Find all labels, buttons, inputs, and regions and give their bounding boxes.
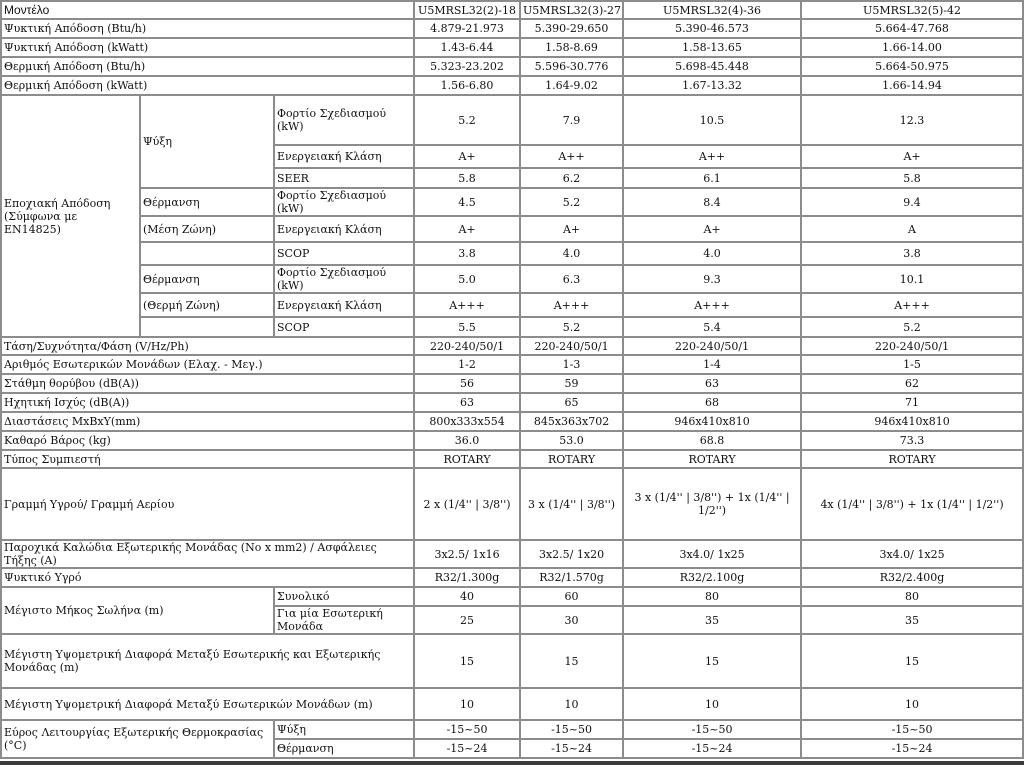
cell: 3x2.5/ 1x16 — [414, 540, 520, 568]
cell: 1-2 — [414, 355, 520, 374]
cell: 5.8 — [414, 168, 520, 188]
cell: 220-240/50/1 — [623, 337, 801, 355]
cell: 5.0 — [414, 265, 520, 293]
cell: 15 — [414, 634, 520, 688]
bottom-edge — [0, 761, 1024, 765]
cell: A+ — [623, 216, 801, 242]
cell: A+ — [414, 216, 520, 242]
cell: 53.0 — [520, 431, 623, 450]
table-row — [1, 95, 1023, 145]
cell: 4.879-21.973 — [414, 19, 520, 38]
table-row — [1, 293, 1023, 317]
table-row — [1, 688, 1023, 720]
row-label: Ψυκτική Απόδοση (kWatt) — [1, 38, 414, 57]
seasonal-label: Εποχιακή Απόδοση (Σύμφωνα με EN14825) — [1, 95, 140, 337]
row-label: Διαστάσεις ΜxΒxΥ(mm) — [1, 412, 414, 431]
cell: 220-240/50/1 — [801, 337, 1023, 355]
cell: ROTARY — [801, 450, 1023, 468]
cell: 60 — [520, 587, 623, 606]
cell: 845x363x702 — [520, 412, 623, 431]
cell: 1.56-6.80 — [414, 76, 520, 95]
cell: 5.390-46.573 — [623, 19, 801, 38]
cell: 1.66-14.94 — [801, 76, 1023, 95]
table-row — [1, 720, 1023, 739]
sub-label: Φορτίο Σχεδιασμού (kW) — [274, 188, 414, 216]
cell: 4x (1/4'' | 3/8'') + 1x (1/4'' | 1/2'') — [801, 468, 1023, 540]
cell: ROTARY — [520, 450, 623, 468]
row-label: Ψυκτικό Υγρό — [1, 568, 414, 587]
cell: R32/1.570g — [520, 568, 623, 587]
table-row — [1, 242, 1023, 265]
cell: 1-5 — [801, 355, 1023, 374]
cell: 71 — [801, 393, 1023, 412]
cell: A++ — [623, 145, 801, 168]
cell: 5.2 — [801, 317, 1023, 337]
empty-cell — [140, 317, 274, 337]
cell: 220-240/50/1 — [414, 337, 520, 355]
cell: 5.8 — [801, 168, 1023, 188]
cell: 5.4 — [623, 317, 801, 337]
cell: 73.3 — [801, 431, 1023, 450]
cell: 3.8 — [414, 242, 520, 265]
model-label: Μοντέλο — [1, 1, 414, 19]
cell: 5.2 — [520, 317, 623, 337]
cell: 1.67-13.32 — [623, 76, 801, 95]
cell: 80 — [801, 587, 1023, 606]
cell: 10.5 — [623, 95, 801, 145]
table-row — [1, 216, 1023, 242]
row-label: Αριθμός Εσωτερικών Μονάδων (Ελαχ. - Μεγ.) — [1, 355, 414, 374]
cell: 3x4.0/ 1x25 — [801, 540, 1023, 568]
cell: -15~24 — [623, 739, 801, 758]
cell: R32/1.300g — [414, 568, 520, 587]
cell: 1.64-9.02 — [520, 76, 623, 95]
cell: 9.4 — [801, 188, 1023, 216]
cell: A+ — [414, 145, 520, 168]
row-label: Στάθμη θορύβου (dB(A)) — [1, 374, 414, 393]
cell: 1.58-13.65 — [623, 38, 801, 57]
cell: 12.3 — [801, 95, 1023, 145]
table-row — [1, 412, 1023, 431]
cell: 80 — [623, 587, 801, 606]
cell: ROTARY — [623, 450, 801, 468]
cell: 5.698-45.448 — [623, 57, 801, 76]
row-label: Καθαρό Βάρος (kg) — [1, 431, 414, 450]
sub-label: Φορτίο Σχεδιασμού (kW) — [274, 265, 414, 293]
cell: 35 — [623, 606, 801, 634]
table-row — [1, 374, 1023, 393]
sub-label: Θέρμανση — [274, 739, 414, 758]
header-row — [1, 1, 1023, 19]
row-label: Ψυκτική Απόδοση (Btu/h) — [1, 19, 414, 38]
cell: 40 — [414, 587, 520, 606]
cell: -15~24 — [414, 739, 520, 758]
sub-label: Για μία Εσωτερική Μονάδα — [274, 606, 414, 634]
cell: 6.3 — [520, 265, 623, 293]
table-row — [1, 38, 1023, 57]
cell: 5.664-47.768 — [801, 19, 1023, 38]
cell: 5.2 — [520, 188, 623, 216]
cell: 63 — [414, 393, 520, 412]
cell: 10 — [623, 688, 801, 720]
row-label: Τύπος Συμπιεστή — [1, 450, 414, 468]
table-row — [1, 317, 1023, 337]
cell: 3x2.5/ 1x20 — [520, 540, 623, 568]
table-row — [1, 634, 1023, 688]
cell: -15~50 — [623, 720, 801, 739]
table-row — [1, 568, 1023, 587]
cell: A+ — [801, 145, 1023, 168]
cell: 10 — [414, 688, 520, 720]
cell: 1.43-6.44 — [414, 38, 520, 57]
cell: ROTARY — [414, 450, 520, 468]
heating-warm-label: Θέρμανση — [140, 265, 274, 293]
cell: A+++ — [520, 293, 623, 317]
cell: 1.58-8.69 — [520, 38, 623, 57]
cell: A+++ — [801, 293, 1023, 317]
model-name: U5MRSL32(5)-42 — [801, 1, 1023, 19]
sub-label: SCOP — [274, 242, 414, 265]
cell: 10 — [520, 688, 623, 720]
table-row — [1, 431, 1023, 450]
cell: 8.4 — [623, 188, 801, 216]
cell: R32/2.400g — [801, 568, 1023, 587]
row-label: Θερμική Απόδοση (kWatt) — [1, 76, 414, 95]
cell: -15~50 — [801, 720, 1023, 739]
sub-label: Φορτίο Σχεδιασμού (kW) — [274, 95, 414, 145]
cell: 15 — [623, 634, 801, 688]
cell: -15~50 — [414, 720, 520, 739]
model-name: U5MRSL32(4)-36 — [623, 1, 801, 19]
cell: 5.664-50.975 — [801, 57, 1023, 76]
cell: 59 — [520, 374, 623, 393]
cell: A++ — [520, 145, 623, 168]
cell: 5.596-30.776 — [520, 57, 623, 76]
row-label: Τάση/Συχνότητα/Φάση (V/Hz/Ph) — [1, 337, 414, 355]
table-row — [1, 393, 1023, 412]
cell: 35 — [801, 606, 1023, 634]
cell: 2 x (1/4'' | 3/8'') — [414, 468, 520, 540]
cell: 3 x (1/4'' | 3/8'') + 1x (1/4'' | 1/2'') — [623, 468, 801, 540]
empty-cell — [140, 242, 274, 265]
heating-mid-zone: (Μέση Ζώνη) — [140, 216, 274, 242]
table-row — [1, 19, 1023, 38]
sub-label: Ενεργειακή Κλάση — [274, 293, 414, 317]
cell: A+++ — [414, 293, 520, 317]
heating-warm-zone: (Θερμή Ζώνη) — [140, 293, 274, 317]
cell: -15~24 — [801, 739, 1023, 758]
cell: 5.390-29.650 — [520, 19, 623, 38]
cell: 56 — [414, 374, 520, 393]
cell: 68.8 — [623, 431, 801, 450]
cell: 36.0 — [414, 431, 520, 450]
sub-label: Ενεργειακή Κλάση — [274, 145, 414, 168]
row-label: Μέγιστη Υψομετρική Διαφορά Μεταξύ Εσωτερικών Μονάδων (m) — [1, 688, 414, 720]
cell: 68 — [623, 393, 801, 412]
cell: 62 — [801, 374, 1023, 393]
sub-label: Ψύξη — [274, 720, 414, 739]
row-label: Παροχικά Καλώδια Εξωτερικής Μονάδας (Νο x mm2) / Ασφάλειες Τήξης (A) — [1, 540, 414, 568]
cell: 220-240/50/1 — [520, 337, 623, 355]
cell: 946x410x810 — [623, 412, 801, 431]
cell: 6.1 — [623, 168, 801, 188]
cell: 10 — [801, 688, 1023, 720]
cell: 10.1 — [801, 265, 1023, 293]
table-row — [1, 188, 1023, 216]
table-row — [1, 76, 1023, 95]
cell: -15~50 — [520, 720, 623, 739]
cell: A+++ — [623, 293, 801, 317]
row-label: Γραμμή Υγρού/ Γραμμή Αερίου — [1, 468, 414, 540]
heating-mid-label: Θέρμανση — [140, 188, 274, 216]
table-row — [1, 450, 1023, 468]
cell: 5.5 — [414, 317, 520, 337]
cell: 5.2 — [414, 95, 520, 145]
cell: 25 — [414, 606, 520, 634]
cell: 946x410x810 — [801, 412, 1023, 431]
cell: 15 — [801, 634, 1023, 688]
cell: 65 — [520, 393, 623, 412]
cell: 30 — [520, 606, 623, 634]
table-row — [1, 265, 1023, 293]
cell: 4.5 — [414, 188, 520, 216]
cell: 3x4.0/ 1x25 — [623, 540, 801, 568]
cell: 4.0 — [623, 242, 801, 265]
row-label: Θερμική Απόδοση (Btu/h) — [1, 57, 414, 76]
table-row — [1, 337, 1023, 355]
cell: 5.323-23.202 — [414, 57, 520, 76]
table-row — [1, 355, 1023, 374]
cell: -15~24 — [520, 739, 623, 758]
row-label: Ηχητική Ισχύς (dB(A)) — [1, 393, 414, 412]
table-row — [1, 468, 1023, 540]
row-label: Μέγιστη Υψομετρική Διαφορά Μεταξύ Εσωτερικής και Εξωτερικής Μονάδας (m) — [1, 634, 414, 688]
cell: 1-4 — [623, 355, 801, 374]
cell: 3 x (1/4'' | 3/8'') — [520, 468, 623, 540]
cell: 1.66-14.00 — [801, 38, 1023, 57]
row-label: Εύρος Λειτουργίας Εξωτερικής Θερμοκρασίας (°C) — [1, 720, 274, 758]
cell: 9.3 — [623, 265, 801, 293]
cell: A — [801, 216, 1023, 242]
cell: 800x333x554 — [414, 412, 520, 431]
cooling-group-label: Ψύξη — [140, 95, 274, 188]
table-row — [1, 587, 1023, 606]
cell: 7.9 — [520, 95, 623, 145]
sub-label: Συνολικό — [274, 587, 414, 606]
cell: 15 — [520, 634, 623, 688]
cell: 4.0 — [520, 242, 623, 265]
cell: 6.2 — [520, 168, 623, 188]
model-name: U5MRSL32(2)-18 — [414, 1, 520, 19]
sub-label: SEER — [274, 168, 414, 188]
sub-label: SCOP — [274, 317, 414, 337]
cell: 63 — [623, 374, 801, 393]
table-row — [1, 57, 1023, 76]
cell: R32/2.100g — [623, 568, 801, 587]
cell: 3.8 — [801, 242, 1023, 265]
table-row — [1, 540, 1023, 568]
model-name: U5MRSL32(3)-27 — [520, 1, 623, 19]
sub-label: Ενεργειακή Κλάση — [274, 216, 414, 242]
cell: 1-3 — [520, 355, 623, 374]
cell: A+ — [520, 216, 623, 242]
row-label: Μέγιστο Μήκος Σωλήνα (m) — [1, 587, 274, 634]
